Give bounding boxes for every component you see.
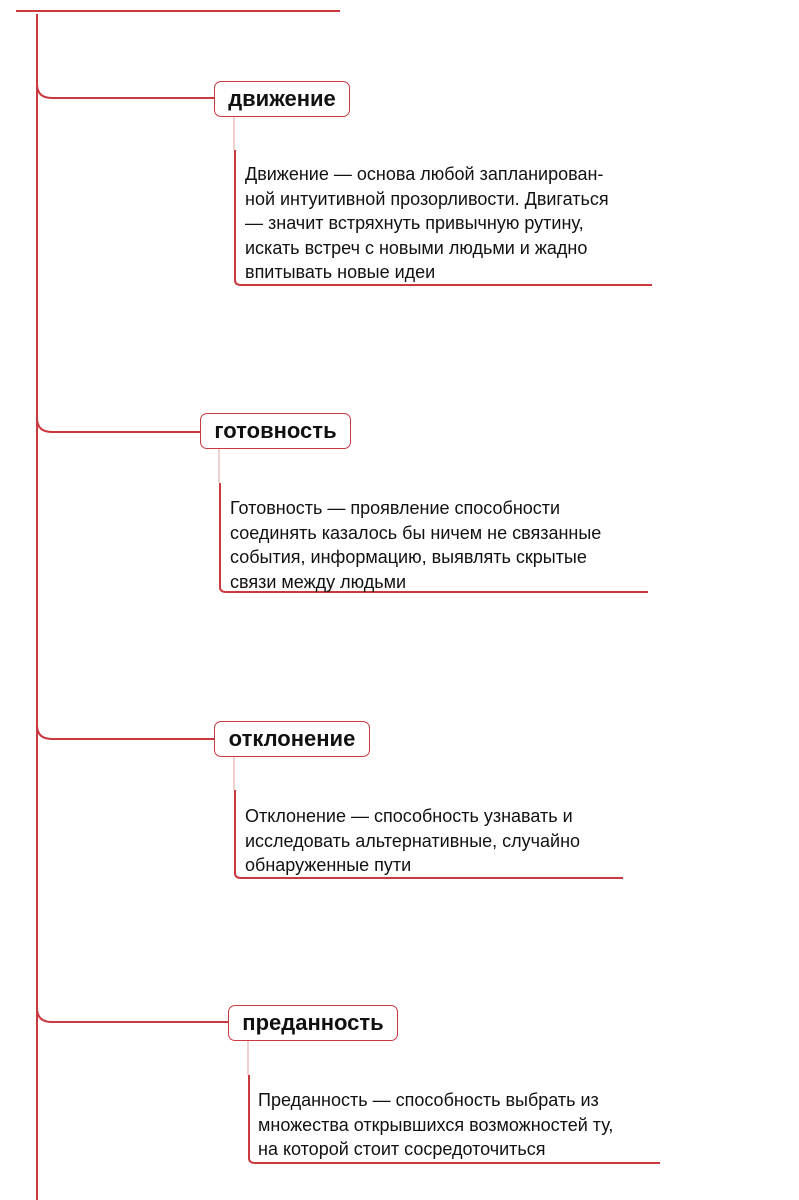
topic-node-movement[interactable]: движение <box>214 81 350 117</box>
topic-description <box>245 162 609 285</box>
description-line: исследовать альтернативные, случайно <box>245 830 581 851</box>
description-line: Движение — основа любой запланирован- <box>245 164 604 184</box>
topic-description <box>245 804 580 878</box>
description-line: события, информацию, выявлять скрытые <box>230 547 587 567</box>
description-line: Преданность — способность выбрать из <box>258 1090 599 1110</box>
description-line: впитывать новые идеи <box>245 262 436 282</box>
description-line: ной интуитивной прозорливости. Двигаться <box>245 188 609 209</box>
description-line: Готовность — проявление способности <box>230 498 561 518</box>
branch-line <box>37 84 214 98</box>
topic-node-readiness[interactable]: готовность <box>200 413 351 449</box>
topic-description <box>230 496 601 594</box>
topic-node-deviation[interactable]: отклонение <box>214 721 370 757</box>
description-line: связи между людьми <box>230 571 407 592</box>
description-line: множества открывшихся возможностей ту, <box>258 1114 614 1135</box>
branch-line <box>37 1008 228 1022</box>
topic-description <box>258 1088 613 1162</box>
description-line: соединять казалось бы ничем не связанные <box>230 522 602 543</box>
description-line: на которой стоит сосредоточиться <box>258 1139 546 1159</box>
description-line: — значит встряхнуть привычную рутину, <box>245 213 584 233</box>
branch-line <box>37 725 214 739</box>
description-line: искать встреч с новыми людьми и жадно <box>245 237 588 258</box>
description-line: обнаруженные пути <box>245 855 412 875</box>
description-line: Отклонение — способность узнавать и <box>245 806 573 826</box>
topic-node-devotion[interactable]: преданность <box>228 1005 398 1041</box>
branch-line <box>37 418 200 432</box>
